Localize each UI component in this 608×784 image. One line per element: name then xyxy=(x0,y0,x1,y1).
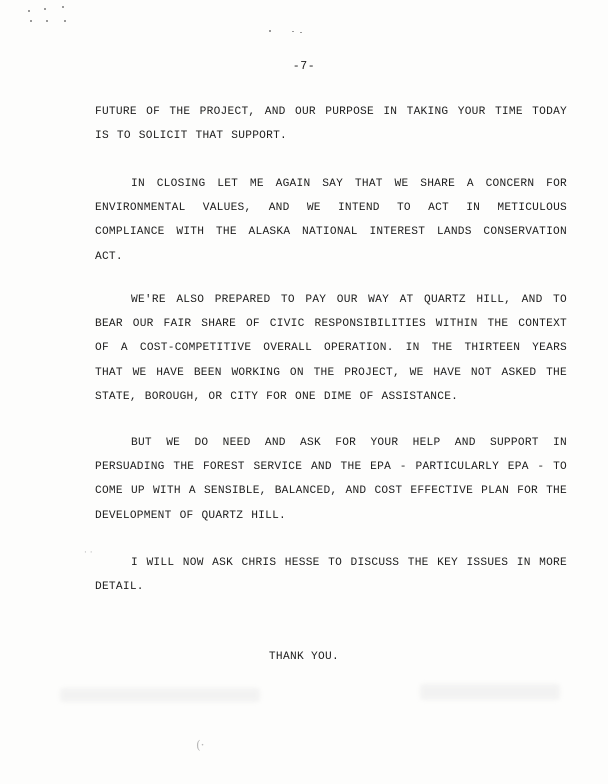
scan-speck xyxy=(64,20,66,22)
page-number: -7- xyxy=(292,60,316,73)
scan-speck xyxy=(300,32,302,33)
scan-smudge xyxy=(420,684,560,700)
scan-speck xyxy=(46,20,48,22)
paragraph-quartz-hill: WE'RE ALSO PREPARED TO PAY OUR WAY AT QUARTZ HILL, AND TO BEAR OUR FAIR SHARE OF CIVIC RESPONSIBILITIES WITHIN THE CONTEXT OF A COST-COMPETITIVE OVERALL OPERATION. IN THE THIRTEEN YEARS THAT WE HAVE BEEN WORKING ON THE PROJECT, WE HAVE NOT ASKED THE STATE, BOROUGH, OR CITY FOR ONE DIME OF ASSISTANCE. xyxy=(95,294,567,403)
scan-speck xyxy=(292,31,294,32)
closing-line: THANK YOU. xyxy=(268,651,340,663)
paragraph-introduce-speaker: I WILL NOW ASK CHRIS HESSE TO DISCUSS THE KEY ISSUES IN MORE DETAIL. xyxy=(95,557,567,594)
scan-speck xyxy=(28,10,30,12)
margin-mark: · · xyxy=(84,548,93,558)
scan-smudge xyxy=(60,688,260,702)
paragraph-closing-statement: IN CLOSING LET ME AGAIN SAY THAT WE SHARE A CONCERN FOR ENVIRONMENTAL VALUES, AND WE INTEND TO ACT IN METICULOUS COMPLIANCE WITH THE ALASKA NATIONAL INTEREST LANDS CONSERVATION ACT. xyxy=(95,178,567,263)
paragraph-request-support: BUT WE DO NEED AND ASK FOR YOUR HELP AND SUPPORT IN PERSUADING THE FOREST SERVICE AND THE EPA - PARTICULARLY EPA - TO COME UP WITH A SENSIBLE, BALANCED, AND COST EFFECTIVE PLAN FOR THE DEVELOPMENT OF QUARTZ HILL. xyxy=(95,437,567,522)
margin-mark: (· xyxy=(196,738,205,752)
scan-speck xyxy=(44,8,46,10)
paragraph-continuation: FUTURE OF THE PROJECT, AND OUR PURPOSE IN TAKING YOUR TIME TODAY IS TO SOLICIT THAT SUPPORT. xyxy=(95,106,567,143)
scan-speck xyxy=(62,6,64,8)
scan-speck xyxy=(30,20,32,22)
scan-speck xyxy=(269,30,271,32)
